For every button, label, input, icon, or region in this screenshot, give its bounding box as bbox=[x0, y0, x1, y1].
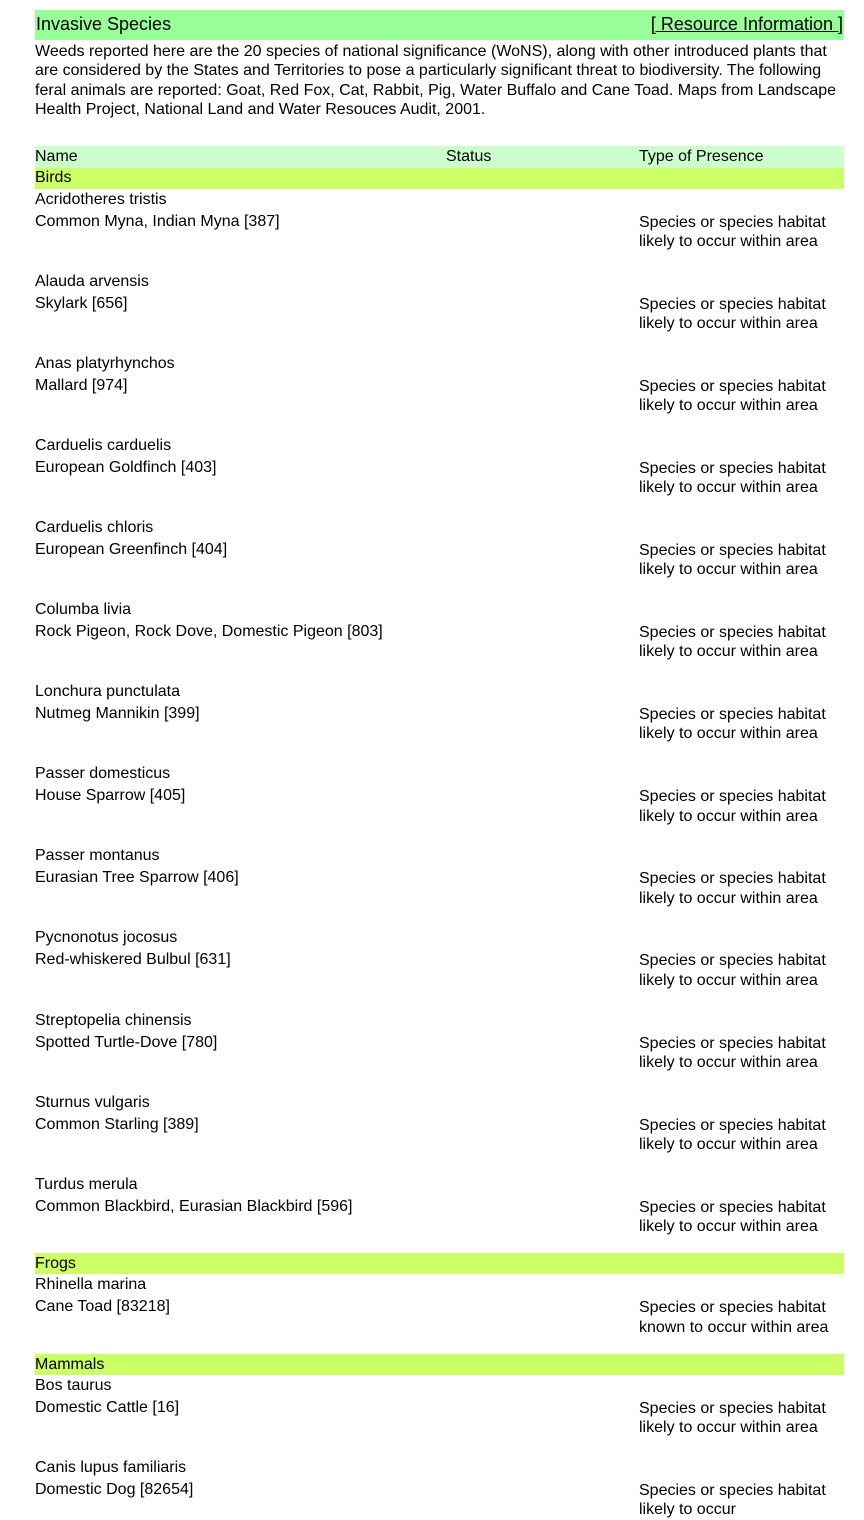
species-status bbox=[446, 1479, 639, 1520]
column-header-row bbox=[35, 146, 844, 168]
species-presence-type: Species or species habitat likely to occur within area bbox=[639, 377, 826, 415]
species-common-name: Mallard [974] bbox=[35, 376, 128, 394]
species-scientific-name: Passer domesticus bbox=[35, 765, 171, 783]
species-entry bbox=[35, 353, 844, 435]
section-title-bar bbox=[35, 10, 844, 40]
species-entry bbox=[35, 763, 844, 845]
group-header-birds bbox=[35, 168, 844, 189]
species-scientific-name: Turdus merula bbox=[35, 1175, 138, 1193]
species-common-name: Spotted Turtle-Dove [780] bbox=[35, 1033, 218, 1051]
species-detail-row bbox=[35, 703, 844, 744]
species-common-name: Domestic Cattle [16] bbox=[35, 1398, 180, 1416]
column-header-type: Type of Presence bbox=[639, 147, 764, 165]
species-common-name: House Sparrow [405] bbox=[35, 787, 186, 805]
species-entry bbox=[35, 435, 844, 517]
species-detail-row bbox=[35, 1296, 844, 1337]
species-presence-type: Species or species habitat likely to occur within area bbox=[639, 788, 826, 825]
species-status bbox=[446, 949, 639, 990]
species-detail-row bbox=[35, 949, 844, 990]
species-scientific-name: Anas platyrhynchos bbox=[35, 354, 175, 372]
species-common-name: Nutmeg Mannikin [399] bbox=[35, 705, 200, 723]
species-presence-type: Species or species habitat known to occur within area bbox=[639, 1299, 829, 1336]
species-detail-row bbox=[35, 457, 844, 498]
group-spacer bbox=[35, 1337, 844, 1354]
species-status bbox=[446, 703, 639, 744]
species-common-name: Rock Pigeon, Rock Dove, Domestic Pigeon [803] bbox=[35, 623, 383, 641]
species-status bbox=[446, 1032, 639, 1073]
species-status bbox=[446, 375, 639, 416]
species-detail-row bbox=[35, 1479, 844, 1520]
species-common-name: Domestic Dog [82654] bbox=[35, 1481, 194, 1499]
species-scientific-name: Passer montanus bbox=[35, 847, 160, 865]
species-status bbox=[446, 621, 639, 662]
species-common-name: Skylark [656] bbox=[35, 294, 128, 312]
species-groups bbox=[35, 168, 844, 1520]
species-scientific-name: Columba livia bbox=[35, 601, 132, 619]
species-detail-row bbox=[35, 1397, 844, 1438]
species-presence-type: Species or species habitat likely to occur within area bbox=[639, 459, 826, 497]
species-common-name: European Goldfinch [403] bbox=[35, 458, 217, 476]
species-scientific-name: Sturnus vulgaris bbox=[35, 1093, 150, 1111]
species-presence-type: Species or species habitat likely to occur bbox=[639, 1482, 826, 1519]
species-scientific-name: Acridotheres tristis bbox=[35, 190, 167, 208]
species-scientific-name: Carduelis chloris bbox=[35, 519, 154, 536]
species-scientific-name: Alauda arvensis bbox=[35, 272, 149, 290]
species-entry bbox=[35, 1010, 844, 1092]
species-scientific-name: Canis lupus familiaris bbox=[35, 1459, 187, 1477]
species-detail-row bbox=[35, 1032, 844, 1073]
species-detail-row bbox=[35, 1196, 844, 1237]
species-detail-row bbox=[35, 539, 844, 580]
species-common-name: Cane Toad [83218] bbox=[35, 1298, 170, 1316]
group-label: Mammals bbox=[35, 1355, 105, 1373]
species-entry bbox=[35, 1457, 844, 1520]
species-status bbox=[446, 1196, 639, 1237]
species-entry bbox=[35, 681, 844, 763]
species-presence-type: Species or species habitat likely to occur within area bbox=[639, 1198, 826, 1236]
species-entry bbox=[35, 927, 844, 1009]
species-presence-type: Species or species habitat likely to occur within area bbox=[639, 870, 826, 907]
species-presence-type: Species or species habitat likely to occur within area bbox=[639, 706, 826, 743]
species-entry bbox=[35, 1092, 844, 1174]
species-status bbox=[446, 1114, 639, 1155]
resource-information-link[interactable]: [ Resource Information ] bbox=[650, 14, 843, 35]
species-detail-row bbox=[35, 375, 844, 416]
species-detail-row bbox=[35, 1114, 844, 1155]
group-header-mammals bbox=[35, 1354, 844, 1375]
species-presence-type: Species or species habitat likely to occur within area bbox=[639, 624, 826, 661]
species-presence-type: Species or species habitat likely to occur within area bbox=[639, 1034, 826, 1071]
species-status bbox=[446, 211, 639, 252]
species-common-name: Common Blackbird, Eurasian Blackbird [596] bbox=[35, 1197, 353, 1215]
species-scientific-name: Lonchura punctulata bbox=[35, 683, 180, 701]
species-scientific-name: Carduelis carduelis bbox=[35, 436, 172, 454]
species-presence-type: Species or species habitat likely to occur within area bbox=[639, 295, 826, 333]
species-scientific-name: Bos taurus bbox=[35, 1376, 112, 1394]
group-label: Frogs bbox=[35, 1255, 76, 1273]
species-detail-row bbox=[35, 785, 844, 826]
species-common-name: Red-whiskered Bulbul [631] bbox=[35, 951, 231, 969]
species-status bbox=[446, 1397, 639, 1438]
species-entry bbox=[35, 517, 844, 599]
species-common-name: European Greenfinch [404] bbox=[35, 541, 228, 558]
species-status bbox=[446, 867, 639, 908]
species-presence-type: Species or species habitat likely to occur within area bbox=[639, 1116, 826, 1153]
species-entry bbox=[35, 1274, 844, 1337]
species-presence-type: Species or species habitat likely to occur within area bbox=[639, 952, 826, 989]
group-label: Birds bbox=[35, 169, 72, 187]
species-scientific-name: Pycnonotus jocosus bbox=[35, 929, 178, 947]
species-entry bbox=[35, 1375, 844, 1457]
species-entry bbox=[35, 189, 844, 271]
species-presence-type: Species or species habitat likely to occur within area bbox=[639, 542, 826, 579]
species-entry bbox=[35, 1174, 844, 1237]
intro-paragraph: Weeds reported here are the 20 species of national significance (WoNS), along with other introduced plants that are considered by the States and Territories to pose a particularly significant threat to biodiversity. The following feral animals are reported: Goat, Red Fox, Cat, Rabbit, Pig, Water Buffalo and Cane Toad. Maps from Landscape Health Project, National Land and Water Resouces Audit, 2001. bbox=[35, 43, 837, 119]
group-header-frogs bbox=[35, 1253, 844, 1274]
species-detail-row bbox=[35, 211, 844, 252]
species-scientific-name: Streptopelia chinensis bbox=[35, 1011, 192, 1029]
species-status bbox=[446, 293, 639, 334]
species-entry bbox=[35, 845, 844, 927]
column-header-name: Name bbox=[35, 147, 78, 165]
species-detail-row bbox=[35, 293, 844, 334]
species-status bbox=[446, 457, 639, 498]
species-common-name: Eurasian Tree Sparrow [406] bbox=[35, 869, 239, 887]
species-common-name: Common Myna, Indian Myna [387] bbox=[35, 212, 280, 230]
column-header-status: Status bbox=[446, 147, 492, 165]
species-detail-row bbox=[35, 867, 844, 908]
species-presence-type: Species or species habitat likely to occur within area bbox=[639, 213, 826, 250]
species-detail-row bbox=[35, 621, 844, 662]
species-status bbox=[446, 785, 639, 826]
species-entry bbox=[35, 271, 844, 353]
species-scientific-name: Rhinella marina bbox=[35, 1276, 147, 1294]
species-status bbox=[446, 1296, 639, 1337]
species-status bbox=[446, 539, 639, 580]
section-title: Invasive Species bbox=[36, 14, 172, 35]
species-entry bbox=[35, 599, 844, 681]
group-spacer bbox=[35, 1236, 844, 1253]
species-common-name: Common Starling [389] bbox=[35, 1115, 199, 1133]
species-presence-type: Species or species habitat likely to occur within area bbox=[639, 1399, 826, 1437]
